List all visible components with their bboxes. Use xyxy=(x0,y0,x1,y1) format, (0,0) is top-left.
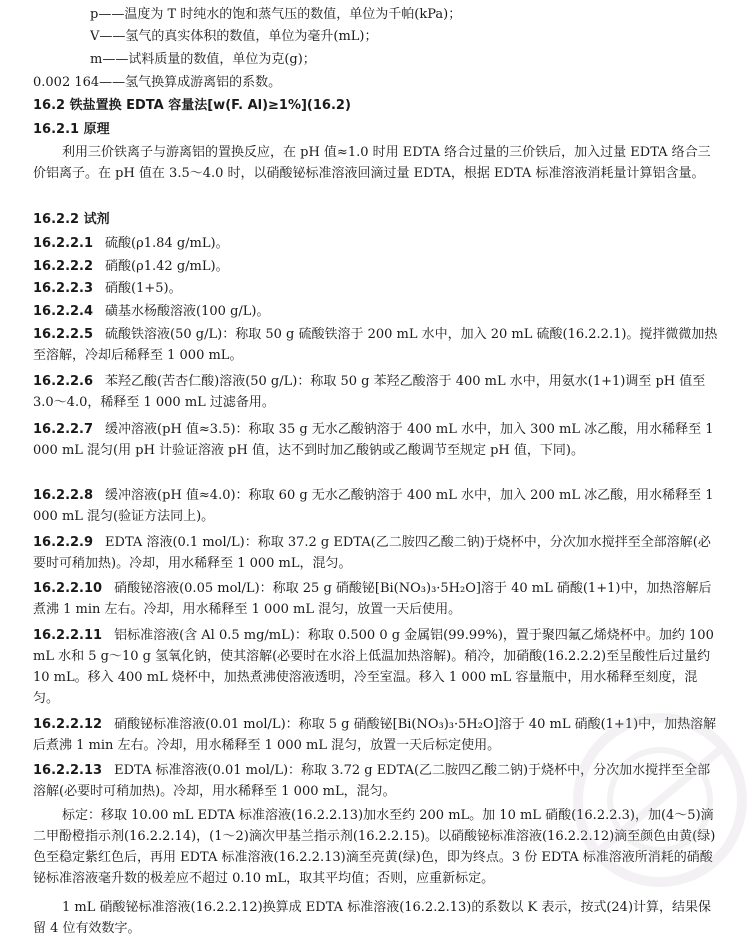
reagent-text: 硝酸铋溶液(0.05 mol/L)：称取 25 g 硝酸铋[Bi(NO₃)₃·5H₂O]溶于 40 mL 硝酸(1+1)中，加热溶解后煮沸 1 min 左右。冷却，用水稀释至 1 000 mL 混匀，放置一天后使用。 xyxy=(33,581,712,617)
reagent-item xyxy=(33,760,723,802)
reagent-text: EDTA 标准溶液(0.01 mol/L)：称取 3.72 g EDTA(乙二胺四乙酸二钠)于烧杯中，分次加水搅拌至全部溶解(必要时可稍加热)。冷却，用水稀释至 1 000 mL，混匀。 xyxy=(33,763,711,799)
definition-coefficient: 0.002 164——氢气换算成游离铝的系数。 xyxy=(33,75,282,90)
reagent-number: 16.2.2.8 xyxy=(33,488,94,503)
definition-p: p——温度为 T 时纯水的饱和蒸气压的数值，单位为千帕(kPa)； xyxy=(90,7,462,22)
reagent-item xyxy=(33,233,723,254)
reagent-text: 硝酸(1+5)。 xyxy=(105,281,182,296)
reagent-item xyxy=(33,256,723,277)
reagent-item xyxy=(33,324,723,366)
reagent-text: 硝酸铋标准溶液(0.01 mol/L)：称取 5 g 硝酸铋[Bi(NO₃)₃·5H₂O]溶于 40 mL 硝酸(1+1)中，加热溶解后煮沸 1 min 左右。冷却，用水稀释至 1 000 mL 混匀，放置一天后标定使用。 xyxy=(33,717,717,753)
reagent-number: 16.2.2.11 xyxy=(33,628,103,643)
reagent-item xyxy=(33,578,723,620)
definition-m: m——试料质量的数值，单位为克(g)； xyxy=(90,52,316,67)
section-heading-16-2: 16.2 铁盐置换 EDTA 容量法[w(F. Al)≥1%](16.2) xyxy=(33,98,351,113)
reagent-item xyxy=(33,278,723,299)
reagent-number: 16.2.2.9 xyxy=(33,535,94,550)
reagent-item xyxy=(33,419,723,461)
reagent-number: 16.2.2.7 xyxy=(33,422,94,437)
reagent-number: 16.2.2.1 xyxy=(33,236,94,251)
reagent-number: 16.2.2.4 xyxy=(33,304,94,319)
reagent-text: 硫酸铁溶液(50 g/L)：称取 50 g 硫酸铁溶于 200 mL 水中，加入 20 mL 硫酸(16.2.2.1)。搅拌微微加热至溶解，冷却后稀释至 1 000 mL。 xyxy=(33,327,718,363)
reagent-number: 16.2.2.3 xyxy=(33,281,94,296)
definition-v: V——氢气的真实体积的数值，单位为毫升(mL)； xyxy=(90,29,378,44)
reagent-number: 16.2.2.2 xyxy=(33,259,94,274)
conversion-paragraph: 1 mL 硝酸铋标准溶液(16.2.2.12)换算成 EDTA 标准溶液(16.2.2.13)的系数以 K 表示，按式(24)计算，结果保留 4 位有效数字。 xyxy=(33,900,712,936)
reagent-item xyxy=(33,485,723,527)
reagent-text: 磺基水杨酸溶液(100 g/L)。 xyxy=(105,304,270,319)
reagent-text: 缓冲溶液(pH 值≈3.5)：称取 35 g 无水乙酸钠溶于 400 mL 水中，加入 300 mL 冰乙酸，用水稀释至 1 000 mL 混匀(用 pH 计验证溶液 pH 值，达不到时加乙酸钠或乙酸调节至规定 pH 值，下同)。 xyxy=(33,422,714,458)
reagent-number: 16.2.2.13 xyxy=(33,763,103,778)
reagent-item xyxy=(33,714,723,756)
reagent-text: 硫酸(ρ1.84 g/mL)。 xyxy=(105,236,229,251)
reagent-item xyxy=(33,532,723,574)
reagent-number: 16.2.2.6 xyxy=(33,374,94,389)
reagent-number: 16.2.2.10 xyxy=(33,581,103,596)
reagent-text: 硝酸(ρ1.42 g/mL)。 xyxy=(105,259,229,274)
reagent-text: 苯羟乙酸(苦杏仁酸)溶液(50 g/L)：称取 50 g 苯羟乙酸溶于 400 mL 水中，用氨水(1+1)调至 pH 值至 3.0～4.0，稀释至 1 000 mL 过滤备用。 xyxy=(33,374,706,410)
reagent-number: 16.2.2.5 xyxy=(33,327,94,342)
reagent-number: 16.2.2.12 xyxy=(33,717,103,732)
reagent-text: 缓冲溶液(pH 值≈4.0)：称取 60 g 无水乙酸钠溶于 400 mL 水中，加入 200 mL 冰乙酸，用水稀释至 1 000 mL 混匀(验证方法同上)。 xyxy=(33,488,714,524)
calibration-paragraph: 标定：移取 10.00 mL EDTA 标准溶液(16.2.2.13)加水至约 200 mL。加 10 mL 硝酸(16.2.2.3)，加(4～5)滴二甲酚橙指示剂(16.2.2.14)，(1～2)滴次甲基兰指示剂(16.2.2.15)。以硝酸铋标准溶液(16.2.2.12)滴至颜色由黄(绿)色至稳定紫红色后，再用 EDTA 标准溶液(16.2.2.13)滴至亮黄(绿)色，即为终点。3 份 EDTA 标准溶液所消耗的硝酸铋标准溶液毫升数的极差应不超过 0.10 mL，取其平均值；否则，应重新标定。 xyxy=(33,808,716,886)
reagent-text: EDTA 溶液(0.1 mol/L)：称取 37.2 g EDTA(乙二胺四乙酸二钠)于烧杯中，分次加水搅拌至全部溶解(必要时可稍加热)。冷却，用水稀释至 1 000 mL，混匀。 xyxy=(33,535,711,571)
section-heading-16-2-1: 16.2.1 原理 xyxy=(33,122,110,137)
reagent-item xyxy=(33,301,723,322)
reagent-text: 铝标准溶液(含 Al 0.5 mg/mL)：称取 0.500 0 g 金属铝(99.99%)，置于聚四氟乙烯烧杯中。加约 100 mL 水和 5 g～10 g 氢氧化钠，使其溶解(必要时在水浴上低温加热溶解)。稍冷，加硝酸(16.2.2.2)至呈酸性后过量约 10 mL。移入 400 mL 烧杯中，加热煮沸使溶液透明，冷至室温。移入 1 000 mL 容量瓶中，用水稀释至刻度，混匀。 xyxy=(33,628,714,706)
reagent-item xyxy=(33,625,723,709)
reagent-item xyxy=(33,371,723,413)
section-heading-16-2-2: 16.2.2 试剂 xyxy=(33,212,110,227)
principle-paragraph: 利用三价铁离子与游离铝的置换反应，在 pH 值≈1.0 时用 EDTA 络合过量的三价铁后，加入过量 EDTA 络合三价铝离子。在 pH 值在 3.5～4.0 时，以硝酸铋标准溶液回滴过量 EDTA，根据 EDTA 标准溶液消耗量计算铝含量。 xyxy=(33,145,711,181)
